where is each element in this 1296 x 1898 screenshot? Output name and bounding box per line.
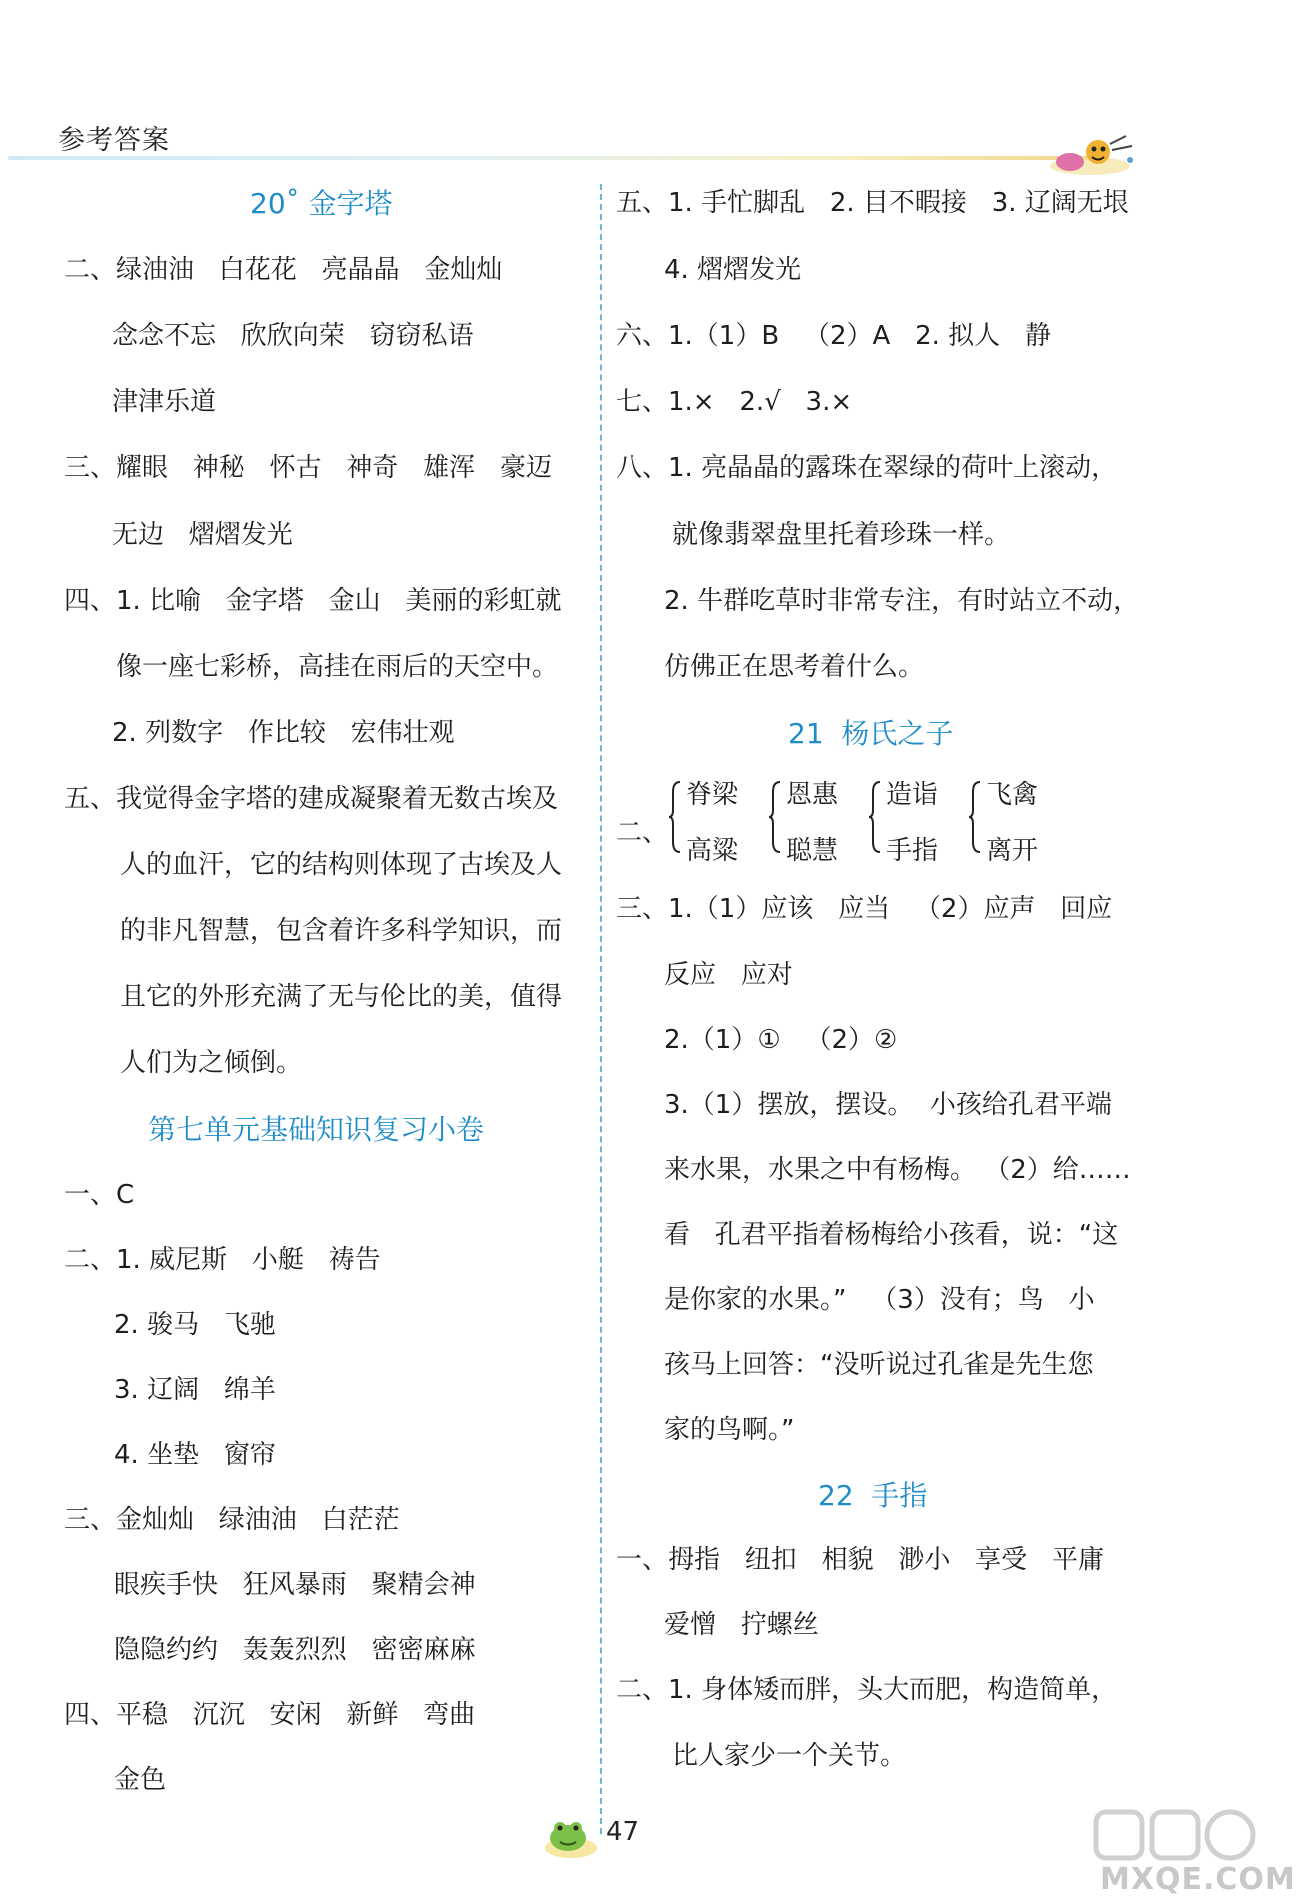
answer-line: 五、1. 手忙脚乱 2. 目不暇接 3. 辽阔无垠: [616, 188, 1129, 218]
column-divider: [600, 184, 602, 1834]
answer-line: 二、绿油油 白花花 亮晶晶 金灿灿: [64, 255, 503, 285]
brace-word-bottom: 高粱: [686, 836, 739, 866]
answer-line: 五、我觉得金字塔的建成凝聚着无数古埃及: [64, 784, 559, 814]
section-heading-21: 21 杨氏之子: [788, 717, 954, 750]
answer-line: 看 孔君平指着杨梅给小孩看，说：“这: [664, 1220, 1119, 1250]
answer-line: 眼疾手快 狂风暴雨 聚精会神: [114, 1570, 476, 1600]
left-brace-icon: [768, 780, 782, 854]
answer-line: 2.（1）① （2）②: [664, 1025, 898, 1055]
left-brace-icon: [968, 780, 982, 854]
brace-word-top: 脊梁: [686, 780, 739, 810]
answer-line: 隐隐约约 轰轰烈烈 密密麻麻: [114, 1635, 476, 1665]
brace-word-bottom: 聪慧: [786, 836, 839, 866]
header-rule: [8, 156, 1088, 160]
page-header-title: 参考答案: [58, 125, 170, 156]
answer-line: 二、1. 威尼斯 小艇 祷告: [64, 1245, 381, 1275]
answer-line: 4. 熠熠发光: [664, 255, 802, 285]
section-heading-unit7: 第七单元基础知识复习小卷: [148, 1113, 485, 1146]
answer-line: 就像翡翠盘里托着珍珠一样。: [672, 520, 1011, 550]
answer-line: 人们为之倾倒。: [120, 1048, 303, 1078]
page-number: 47: [606, 1817, 640, 1847]
answer-line: 3.（1）摆放，摆设。 小孩给孔君平端: [664, 1090, 1112, 1120]
answer-line: 4. 坐垫 窗帘: [114, 1440, 276, 1470]
answer-line: 2. 列数字 作比较 宏伟壮观: [112, 718, 455, 748]
cartoon-frog-icon: [540, 1810, 602, 1862]
answer-line: 是你家的水果。” （3）没有；鸟 小: [664, 1285, 1095, 1315]
answer-line: 二、1. 身体矮而胖，头大而肥，构造简单，: [616, 1675, 1118, 1705]
answer-line: 仿佛正在思考着什么。: [664, 652, 925, 682]
answer-line: 六、1.（1）B （2）A 2. 拟人 静: [616, 321, 1051, 351]
watermark-text: MXQE.COM: [1100, 1862, 1296, 1897]
answer-line: 念念不忘 欣欣向荣 窃窃私语: [112, 321, 474, 351]
brace-word-bottom: 手指: [886, 836, 939, 866]
answer-line: 比人家少一个关节。: [672, 1741, 907, 1771]
brace-section-prefix: 二、: [616, 818, 669, 848]
answer-line: 三、金灿灿 绿油油 白茫茫: [64, 1505, 400, 1535]
answer-line: 家的鸟啊。”: [664, 1415, 795, 1445]
answer-line: 爱憎 拧螺丝: [664, 1610, 819, 1640]
answer-line: 四、平稳 沉沉 安闲 新鲜 弯曲: [64, 1700, 476, 1730]
answer-line: 金色: [114, 1765, 167, 1795]
answer-line: 2. 牛群吃草时非常专注，有时站立不动，: [664, 586, 1140, 616]
section-heading-20: 20˚ 金字塔: [250, 187, 393, 220]
answer-line: 四、1. 比喻 金字塔 金山 美丽的彩虹就: [64, 586, 562, 616]
answer-line: 八、1. 亮晶晶的露珠在翠绿的荷叶上滚动，: [616, 453, 1118, 483]
answer-line: 像一座七彩桥，高挂在雨后的天空中。: [116, 652, 559, 682]
answer-line: 反应 应对: [664, 960, 793, 990]
answer-line: 孩马上回答：“没听说过孔雀是先生您: [664, 1350, 1094, 1380]
brace-word-top: 恩惠: [786, 780, 839, 810]
left-brace-icon: [668, 780, 682, 854]
brace-word-bottom: 离开: [986, 836, 1039, 866]
answer-line: 人的血汗，它的结构则体现了古埃及人: [120, 850, 563, 880]
answer-line: 的非凡智慧，包含着许多科学知识，而: [120, 916, 563, 946]
brace-word-top: 飞禽: [986, 780, 1039, 810]
answer-line: 一、C: [64, 1180, 135, 1210]
answer-line: 津津乐道: [112, 387, 217, 417]
answer-line: 三、耀眼 神秘 怀古 神奇 雄浑 豪迈: [64, 453, 552, 483]
answer-line: 来水果，水果之中有杨梅。 （2）给……: [664, 1155, 1131, 1185]
answer-line: 一、拇指 纽扣 相貌 渺小 享受 平庸: [616, 1545, 1104, 1575]
answer-line: 七、1.× 2.√ 3.×: [616, 387, 853, 417]
cartoon-mascot-icon: [1040, 132, 1140, 182]
answer-line: 三、1.（1）应该 应当 （2）应声 回应: [616, 894, 1113, 924]
answer-line: 2. 骏马 飞驰: [114, 1310, 276, 1340]
left-brace-icon: [868, 780, 882, 854]
answer-line: 无边 熠熠发光: [112, 520, 293, 550]
answer-line: 且它的外形充满了无与伦比的美，值得: [120, 982, 563, 1012]
answer-line: 3. 辽阔 绵羊: [114, 1375, 276, 1405]
brace-word-top: 造诣: [886, 780, 939, 810]
section-heading-22: 22 手指: [818, 1479, 928, 1512]
